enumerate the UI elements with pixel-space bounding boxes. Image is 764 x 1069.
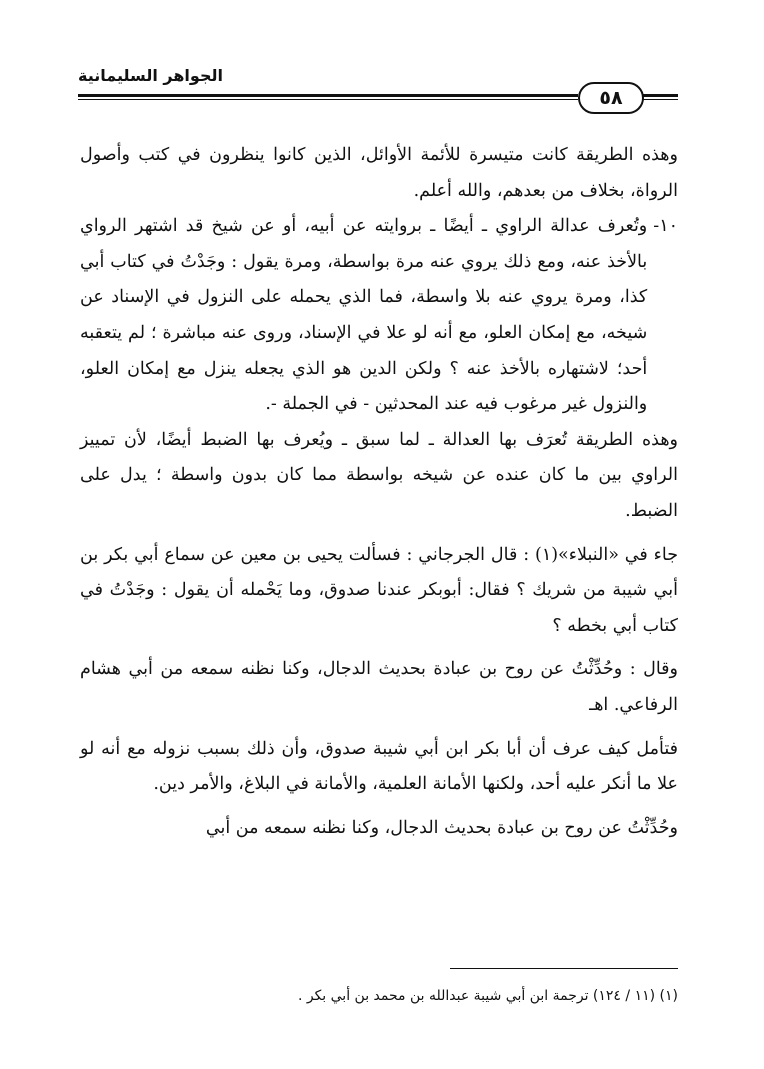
footnote-divider <box>450 968 678 969</box>
paragraph: وهذه الطريقة كانت متيسرة للأئمة الأوائل، الذين كانوا ينظرون في كتب وأصول الرواة، بخلاف من بعدهم، والله أعلم. <box>80 145 678 201</box>
item-number: ١٠- <box>653 216 678 237</box>
page-body <box>80 138 678 846</box>
paragraph: جاء في «النبلاء»(١) : قال الجرجاني : فسألت يحيى بن معين عن سماع أبي بكر بن أبي شيبة من شريك ؟ فقال: أبوبكر عندنا صدوق، وما يَحْمله أن يقول : وجَدْتُ في كتاب أبي بخطه ؟ <box>80 544 679 636</box>
header-rule <box>78 94 578 100</box>
item-text: وتُعرف عدالة الراوي ـ أيضًا ـ بروايته عن أبيه، أو عن شيخ قد اشتهر الرواي بالأخذ عنه، ومع ذلك يروي عنه مرة بواسطة، ومرة يقول : وجَدْتُ في كتاب أبي كذا، ومرة يروي عنه بلا واسطة، فما الذي يحمله على النزول في الإسناد عن شيخه، مع إمكان العلو، مع أنه لو علا في الإسناد، وروى عنه مباشرة ؛ لم يتعقبه أحد؛ لاشتهاره بالأخذ عنه ؟ ولكن الدين هو الذي يجعله ينزل مع إمكان العلو، والنزول غير مرغوب فيه عند المحدثين - في الجملة -. <box>80 216 648 415</box>
page-number: ٥٨ <box>578 82 644 114</box>
footnote: (١) (١١ / ١٢٤) ترجمة ابن أبي شيبة عبدالله بن محمد بن أبي بكر . <box>297 988 678 1004</box>
paragraph: وحُدِّثْتُ عن روح بن عبادة بحديث الدجال، وكنا نظنه سمعه من أبي <box>205 817 678 838</box>
paragraph: فتأمل كيف عرف أن أبا بكر ابن أبي شيبة صدوق، وأن ذلك بسبب نزوله مع أنه لو علا ما أنكر عليه أحد، ولكنها الأمانة العلمية، والأمانة في البلاغ، والأمر دين. <box>80 738 678 795</box>
header-rule-right <box>640 94 678 100</box>
numbered-item <box>80 209 678 423</box>
paragraph: وهذه الطريقة تُعرَف بها العدالة ـ لما سبق ـ ويُعرف بها الضبط أيضًا، لأن تمييز الراوي بين ما كان عنده عن شيخه بواسطة مما كان بدون واسطة ؛ يدل على الضبط. <box>80 429 678 521</box>
running-header-title: الجواهر السليمانية <box>78 66 223 85</box>
paragraph: وقال : وحُدِّثْتُ عن روح بن عبادة بحديث الدجال، وكنا نظنه سمعه من أبي هشام الرفاعي. اهـ <box>80 659 678 715</box>
